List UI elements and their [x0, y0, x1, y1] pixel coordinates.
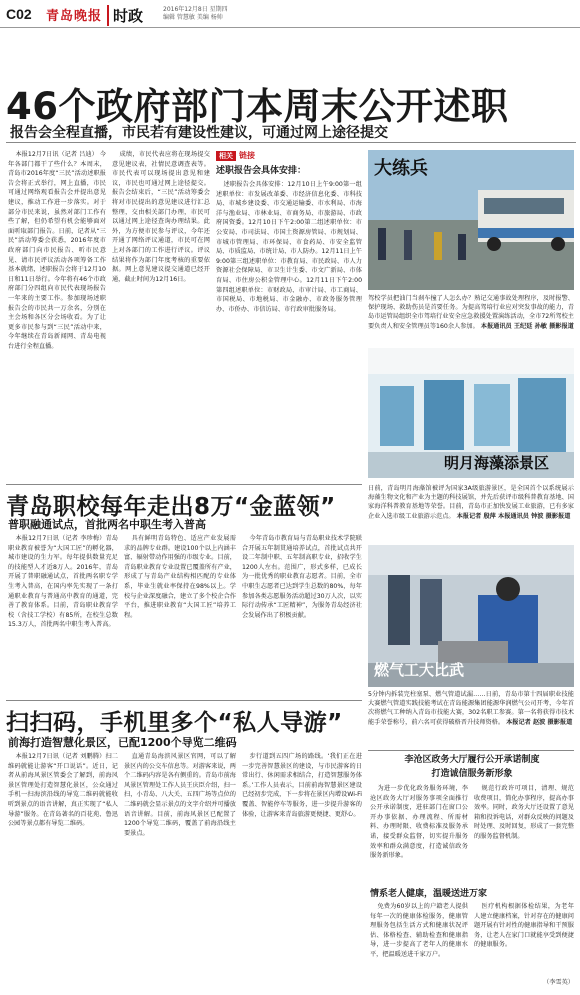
story3-text-2: 直通青岛海滨风景区官网，可以了解景区内的公交车信息等。对游客来说，两个二维码内容是各有侧重的。青岛市前海风景区管理处工作人员王庆臣介绍，扫一扫，小青岛、八大关、五四广场等点位的二维码就会显示景点的文字介绍并可播放语音讲解。目前，前海风景区已配置了1200个导览二维码，覆盖了前海沿线主要景点。	[124, 753, 236, 837]
masthead	[0, 0, 580, 28]
sidebar-tag: 相关	[216, 151, 236, 161]
divider	[6, 142, 576, 143]
sidebar-header	[216, 150, 362, 161]
divider	[368, 750, 574, 751]
lead-subhead: 报告会全程直播，市民若有建设性建议，可通过网上途径提交	[10, 125, 388, 141]
story4-column-2	[474, 784, 574, 884]
lead-column-2	[112, 150, 210, 480]
story4-column-1	[370, 784, 468, 884]
photo-seaweed	[368, 348, 574, 478]
story4-credit: （李雪英）	[543, 979, 574, 986]
story4-box-text-1: 免费为60岁以上的户籍老人提供每年一次的健康体检服务，健康管理服务包括生活方式和健康状况评估、体格检查、辅助检查和健康指导，进一步提高了老年人的健康水平，把温暖送进千家万户。	[370, 903, 468, 958]
story2-column-2	[124, 534, 236, 694]
sidebar-body	[216, 180, 362, 476]
story3-column-2	[124, 752, 236, 988]
story3-headline: 扫扫码，手机里多个“私人导游”	[6, 710, 343, 736]
photo-drill-label: 大练兵	[374, 158, 428, 179]
lead-text-2: 成绩，市民代表应将在现场提交意见建议表，社情民意调查表等。市民代表可以现场提出意见和建议，市民也可通过网上途径提交。报告会结束后，“三民”活动筹委会将对市民提出的意见建议进行汇总整理，交由相关部门办理，市民可以通过网上途径查询办理结果。此外，为方便市民参与评议，今年还开通了网络评议通道，市民可在网上对各部门的工作进行评议。评议结果将作为部门年度考核的重要依据。网上意见建议提交通道已经开通，截止时间为12月16日。	[112, 151, 210, 283]
story2-subhead: 普职融通试点，首批两名中职生考入普高	[8, 518, 206, 531]
lead-headline: 46个政府部门本周末公开述职	[6, 85, 509, 128]
story2-headline: 青岛职校每年走出8万“金蓝领”	[6, 494, 336, 520]
photo-gas-contest-label: 燃气工大比武	[374, 661, 465, 679]
issue-meta	[163, 6, 228, 22]
sidebar-box	[216, 150, 362, 480]
story2-column-1	[8, 534, 118, 694]
photo-drill-caption	[368, 294, 574, 342]
page-number: C02	[6, 6, 32, 22]
lead-column-1	[8, 150, 106, 480]
issue-editors: 编辑 管慧敏 美编 杨帅	[163, 14, 223, 21]
sidebar-title: 述职报告会具体安排：	[216, 166, 307, 176]
story4-subhead: 打造诚信服务新形象	[431, 769, 513, 779]
photo-gas-contest	[368, 545, 574, 687]
story2-column-3	[242, 534, 362, 694]
photo-gas-contest-caption	[368, 690, 574, 746]
photo-seaweed-caption-text: 日前，青岛明月海藻馆被评为国家3A级旅游景区，是全国首个以系统展示海藻生物文化和产业为主题的科技展馆，并先后获评市级科普教育基地、国家海洋科普教育基地等荣誉。目前，青岛市正加快发展工业旅游，已有多家企业入选市级工业旅游示范点。	[368, 485, 574, 520]
photo-drill-caption-text: 驾校学员把油门当刹车撞了人怎么办？熟记交通事故处理程序，及时报警、保护现场、救助伤员是首要任务。为提高驾培行业应对突发事故的能力，青岛市运管局组织全市驾培行业安全应急救援处置演练活动，全市72所驾校主要负责人和安全管理员等160余人参加。	[368, 295, 574, 330]
newspaper-logo: 青岛晚报	[46, 9, 103, 24]
photo-gas-contest-byline: 本报记者 赵波 摄影报道	[506, 718, 573, 726]
photo-gas-contest-caption-text: 5分钟内拆装完柱塞泵、燃气管道试漏……日前，青岛市第十四届职业技能大赛燃气管道实践技能考试在青岛能源集团能源华润燃气公司开考，今年首次将燃气工种纳入青岛市技能大赛，302名职工参赛。第一名将获得市技术能手荣誉称号，前六名可获得破格晋升技师资格。	[368, 691, 574, 726]
story3-text-1: 本报12月7日讯（记者 刘鹏腾）扫二维码就能让游客“开口说话”。近日，记者从前海风景区管委会了解到，前海风景区管理处打造智慧化景区，公众通过手机一扫海滨沿线的导览二维码就能收听到景点的语音讲解，真正实现了“私人导游”服务。在青岛著名的百花苑、鲁迅公园等景点都有导览二维码。	[8, 753, 118, 828]
divider	[6, 484, 362, 485]
photo-drill	[368, 150, 574, 290]
story4-box-column-1	[370, 902, 468, 988]
photo-seaweed-caption	[368, 484, 574, 540]
photo-seaweed-byline: 本报记者 殷萍 本报通讯员 钟波 摄影报道	[456, 512, 571, 520]
issue-date: 2016年12月8日 星期四	[163, 6, 228, 13]
story4-text-1: 为进一步优化政务服务环境，李沧区政务大厅对服务事项全面推行公开承诺制度，进驻部门在窗口公开办事依据、办理流程、所需材料、办理时限、收费标准及服务承诺，接受群众监督，切实提升服务效率和群众满意度，打造诚信政务服务新形象。	[370, 785, 468, 860]
story2-text-1: 本报12月7日讯（记者 李珍梅）青岛职业教育被誉为“大国工匠”的孵化器，城市建设的生力军。每年提供数量充足的技能型人才近8万人。2016年，青岛开展了普职融通试点，首批两名职专学生考入普高，在国内率先实现了一条打通职业教育与普通高中教育的通道，完善了教育体系。目前，青岛职业教育学校（含技工学校）有85所，在校生总数15.3万人，首批两名中职生考入普高。	[8, 535, 118, 629]
story4-text-2: 规范行政许可项目，清理、规范收费项目，简化办事程序，提高办事效率。同时，政务大厅还设置了意见箱和投诉电话，对群众反映的问题及时处理、及时回复，形成了一套完整的服务监督机制。	[474, 785, 574, 840]
sidebar-text: 述职报告会具体安排：12月10日上午9:00第一组述职单位：市发展改革委、市经济信息化委、市科技局、市城乡建设委、市交通运输委、市水利局、市海洋与渔业局、市林业局、市商务局、市旅游局、市政府国资委。12月10日下午2:00第二组述职单位：市公安局、市司法局、市国土资源房管局、市规划局、市城市管理局、市环保局、市食药局、市安全监管局、市质监局、市统计局、市人防办。12月11日上午9:00第三组述职单位：市教育局、市民政局、市人力资源社会保障局、市卫生计生委、市文广新局、市体育局、市住房公积金管理中心。12月11日下午2:00第四组述职单位：市财政局、市审计局、市工商局、市国税局、市地税局、市金融办、市政务服务管理办、市侨办、市信访局、市行政审批服务局。	[216, 181, 362, 313]
story3-column-3	[242, 752, 362, 988]
story4-box-text-2: 医疗机构根据体检结果，为老年人建立健康档案，针对存在的健康问题开展有针对性的健康指导和干预服务，让老人在家门口就能享受到便捷的健康服务。	[474, 903, 574, 949]
story3-subhead: 前海打造智慧化景区，已配1200个导览二维码	[8, 736, 237, 749]
story4-box-title: 情系老人健康，温暖送进万家	[370, 889, 488, 899]
section-name: 时政	[107, 5, 143, 26]
divider	[6, 700, 362, 701]
story3-text-3: 步行道到五四广场的路线。‘我们正在进一步完善智慧景区的建设，与市民游客的日常出行、休闲需求相结合，打造智慧服务体系。’工作人员表示，目前前海智慧景区建设已经初步完成，下一步将在景区内增设Wi-Fi覆盖、智能停车等服务，进一步提升游客的体验，让游客来青岛旅游更便捷、更舒心。	[242, 753, 362, 818]
lead-text-1: 本报12月7日讯（记者 吕迪） 今年各部门都干了些什么？本周末，青岛市2016年度“三民”活动述职报告会将正式举行，网上直播，市民可通过网络观看报告会并提出意见建议，推动工作进一步落实。对于部分市民来说，虽然对部门工作有些了解，但仍希望有机会能够面对面听取部门报告。日前，记者从“三民”活动筹委会获悉，2016年度市政府部门向市民报告、听市民意见、请市民评议活动各项筹备工作基本就绪，述职报告会将于12月10日和11日举行。今年将有46个市政府部门分四组向市民代表现场报告一年来的主要工作。参加现场述职报告会的市民共一万余名，分别在主会场和各区分会场收看。为了让更多市民参与到“三民”活动中来，今年继续在青岛新闻网、青岛电视台进行全程直播。	[8, 151, 106, 350]
story2-text-2: 具有鲜明青岛特色、适应产业发展需求的品牌专业群。建设100个以上内涵丰富、辐射带动作用强的市级专业。目前，青岛职业教育专业设置已覆盖所有产业，形成了与青岛产业结构相匹配的专业体系，毕业生就业率保持在98%以上。学校与企业深度融合，建立了多个校企合作平台，推进职业教育“大国工匠”培养工程。	[124, 535, 236, 619]
story4-box-column-2	[474, 902, 574, 978]
story3-column-1	[8, 752, 118, 988]
photo-drill-byline: 本报通讯员 王纪廷 孙敏 摄影报道	[480, 322, 574, 330]
story4-headline: 李沧区政务大厅履行公开承诺制度	[404, 755, 540, 765]
photo-seaweed-label: 明月海藻添景区	[444, 454, 550, 472]
sidebar-tag-rest: 链接	[239, 151, 255, 160]
story2-text-3: 今年青岛市教育局与青岛职业技术学院联合开展五年制贯通培养试点，首批试点共开设二年制中职、五年制高职专业，招收学生1200人左右。范围广，形式多样，已成长为一批优秀的职业教育志愿者。目前，全市中职生志愿者已达到学生总数的80%，每年参加各类志愿服务活动超过30万人次，以实际行动传承“工匠精神”，为服务青岛经济社会发展作出了积极贡献。	[242, 535, 362, 619]
